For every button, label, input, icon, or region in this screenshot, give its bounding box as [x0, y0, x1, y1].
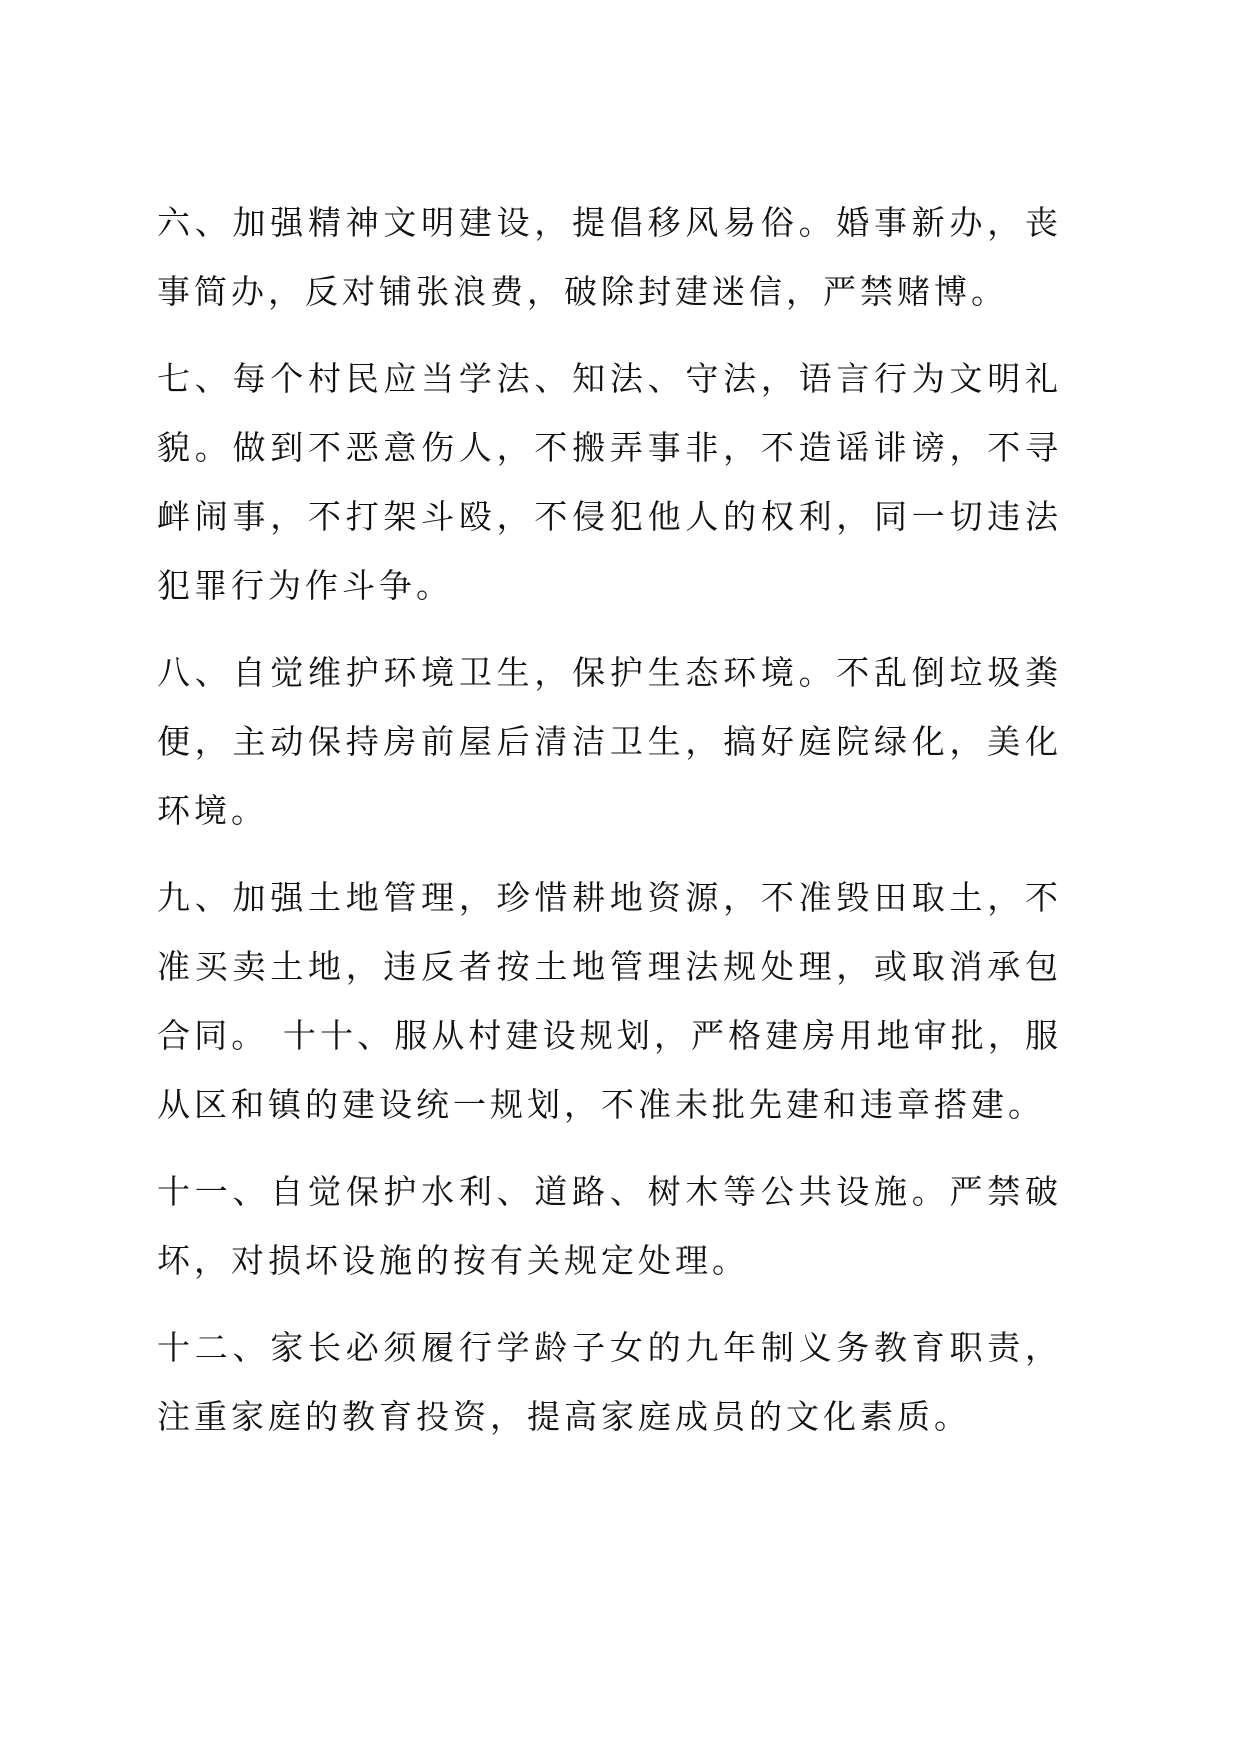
- clause-11: 十一、自觉保护水利、道路、树木等公共设施。严禁破坏，对损坏设施的按有关规定处理。: [157, 1172, 1062, 1280]
- clause-12: 十二、家长必须履行学龄子女的九年制义务教育职责，注重家庭的教育投资，提高家庭成员的文化素质。: [157, 1328, 1062, 1436]
- document-body: [157, 188, 1062, 1469]
- clause-9-10: 九、加强土地管理，珍惜耕地资源，不准毁田取土，不准买卖土地，违反者按土地管理法规处理，或取消承包合同。 十十、服从村建设规划，严格建房用地审批，服从区和镇的建设统一规划，不准未批先建和违章搭建。: [157, 878, 1062, 1124]
- clause-7: 七、每个村民应当学法、知法、守法，语言行为文明礼貌。做到不恶意伤人，不搬弄事非，不造谣诽谤，不寻衅闹事，不打架斗殴，不侵犯他人的权利，同一切违法犯罪行为作斗争。: [157, 359, 1062, 605]
- clause-6: 六、加强精神文明建设，提倡移风易俗。婚事新办，丧事简办，反对铺张浪费，破除封建迷信，严禁赌博。: [157, 203, 1062, 311]
- clause-8: 八、自觉维护环境卫生，保护生态环境。不乱倒垃圾粪便，主动保持房前屋后清洁卫生，搞好庭院绿化，美化环境。: [157, 653, 1062, 830]
